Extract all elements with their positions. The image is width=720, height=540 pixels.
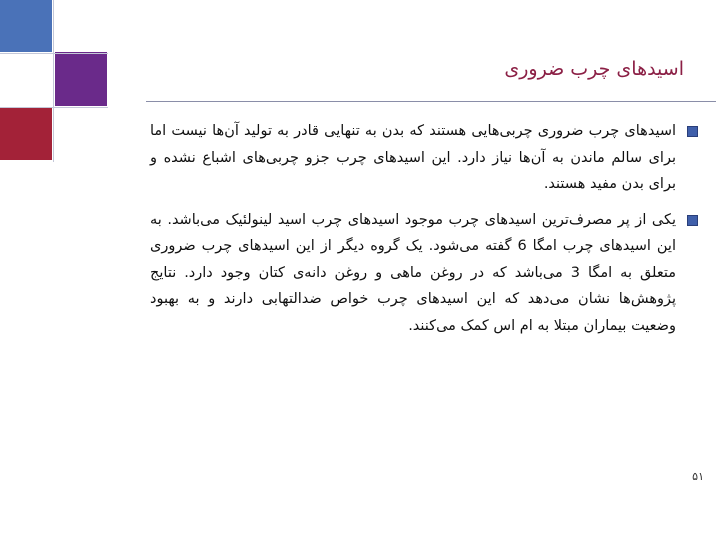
bullet-text: اسیدهای چرب ضروری چربی‌هایی هستند که بدن به تنهایی قادر به تولید آن‌ها نیست اما برای سالم ماندن به آن‌ها نیاز دارد. این اسیدهای چرب جزو چربی‌های اشباع نشده و برای بدن مفید هستند. (150, 123, 676, 192)
decor-grid-horizontal (0, 107, 108, 108)
square-bullet-icon (687, 215, 698, 226)
title-divider (146, 101, 716, 102)
decor-grid-vertical (53, 0, 54, 162)
slide-title: اسیدهای چرب ضروری (504, 58, 684, 80)
bullet-text: یکی از پر مصرف‌ترین اسیدهای چرب موجود اسیدهای چرب اسید لینولئیک می‌باشد. به این اسیدهای چرب امگا 6 گفته می‌شود. یک گروه دیگر از این اسیدهای چرب ضروری متعلق به امگا 3 می‌باشد که در روغن ماهی و روغن دانه‌ی کتان وجود دارد. نتایج پژوهش‌ها نشان می‌دهد که این اسیدهای چرب خواص ضدالتهابی دارند و به بهبود وضعیت بیماران مبتلا به ام اس کمک می‌کنند. (150, 211, 677, 334)
decor-square-purple (55, 52, 107, 106)
decor-square-red (0, 108, 52, 160)
bullet-list (150, 118, 698, 348)
decor-square-blue (0, 0, 52, 52)
bullet-item (150, 118, 698, 198)
bullet-item (150, 207, 698, 340)
decor-grid-horizontal (0, 53, 108, 54)
page-number: ۵۱ (692, 470, 704, 483)
square-bullet-icon (687, 126, 698, 137)
